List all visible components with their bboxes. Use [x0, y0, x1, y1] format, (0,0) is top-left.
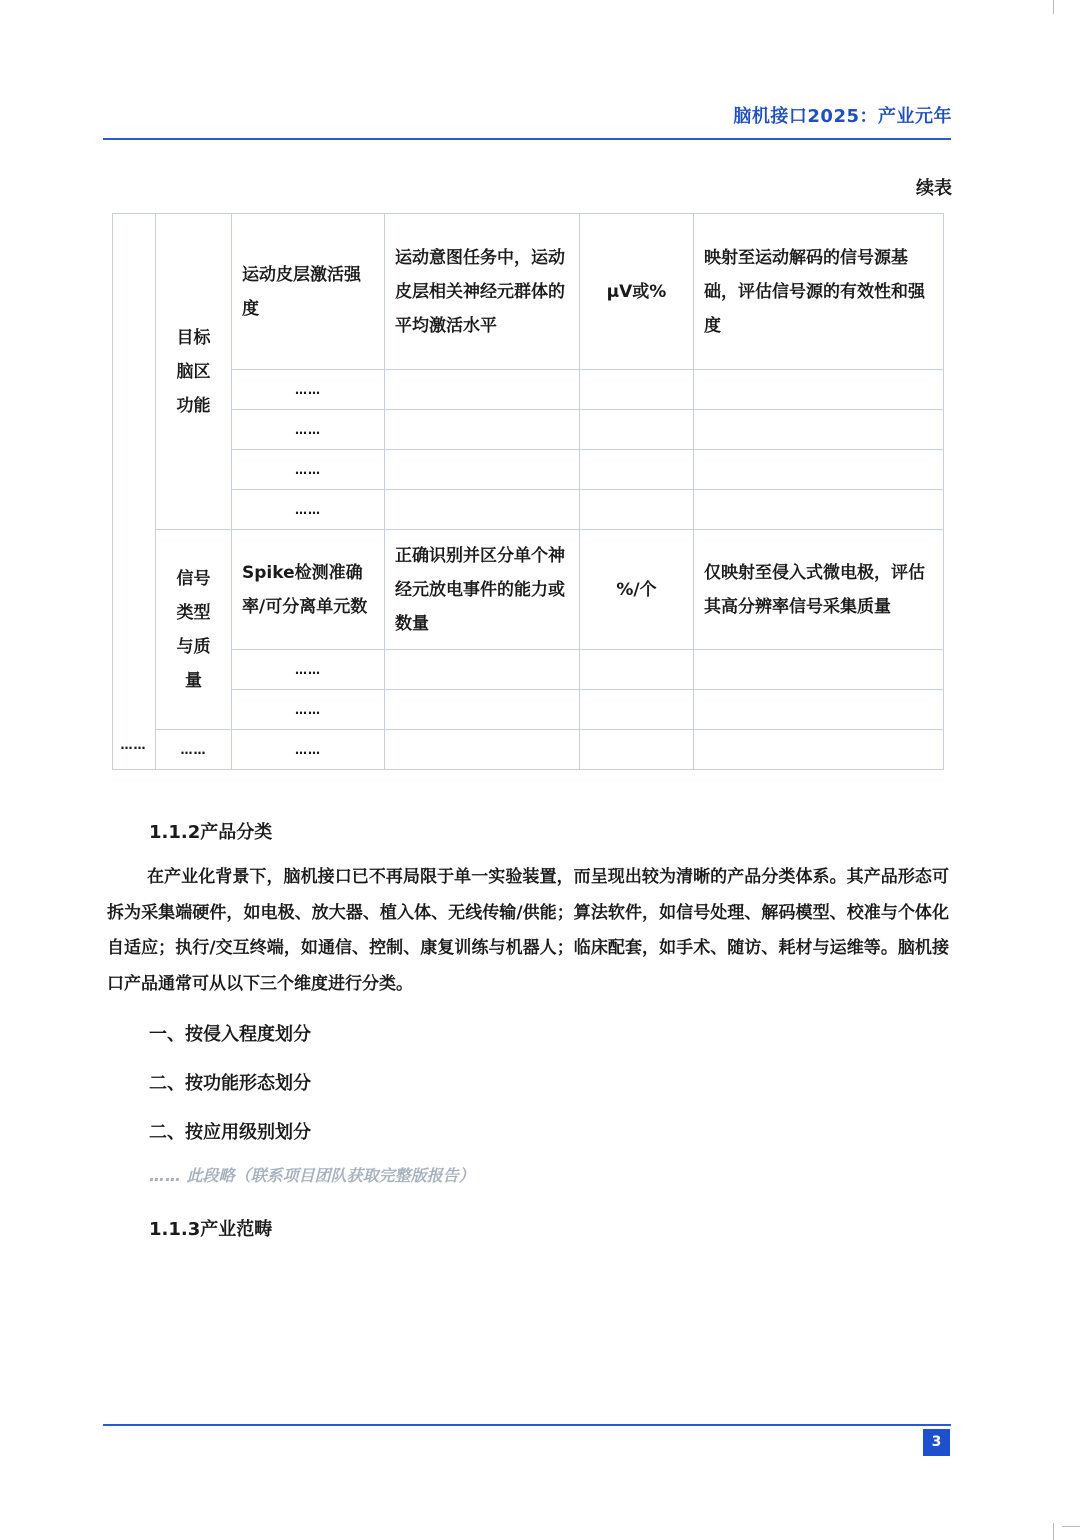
- table-cell-empty: [580, 730, 694, 770]
- table-cell-empty: [694, 650, 944, 690]
- table-cell-empty: [385, 370, 580, 410]
- header-rule: [103, 138, 951, 140]
- table-cell-empty: [694, 490, 944, 530]
- dimension-target-brain-function: [156, 214, 232, 530]
- note-spike-detection: 仅映射至侵入式微电极，评估其高分辨率信号采集质量: [694, 530, 944, 650]
- table-caption: 续表: [916, 178, 952, 199]
- placeholder-dots: ……: [232, 730, 385, 770]
- metrics-table: [112, 213, 944, 770]
- placeholder-dots: ……: [156, 730, 232, 770]
- table-cell-empty: [385, 410, 580, 450]
- placeholder-dots-first-col: ……: [120, 738, 147, 752]
- table-cell-empty: [694, 450, 944, 490]
- table-cell-empty: [580, 370, 694, 410]
- unit-spike-detection: %/个: [580, 530, 694, 650]
- table-cell-empty: [385, 730, 580, 770]
- table-cell-empty: [385, 690, 580, 730]
- section-heading-1-1-3: 1.1.3产业范畴: [149, 1219, 273, 1240]
- crop-mark-bottom-h: [1062, 1526, 1080, 1527]
- indicator-spike-detection: Spike检测准确率/可分离单元数: [232, 530, 385, 650]
- placeholder-dots: ……: [232, 490, 385, 530]
- section-heading-1-1-2: 1.1.2产品分类: [149, 822, 273, 843]
- table-cell-empty: [580, 410, 694, 450]
- indicator-cortex-activation: 运动皮层激活强度: [232, 214, 385, 370]
- table-cell-empty: [694, 730, 944, 770]
- note-cortex-activation: 映射至运动解码的信号源基础，评估信号源的有效性和强度: [694, 214, 944, 370]
- placeholder-dots: ……: [232, 370, 385, 410]
- table-cell-empty: [694, 690, 944, 730]
- footer-rule: [103, 1424, 951, 1426]
- table-cell-empty: [694, 370, 944, 410]
- table-cell-empty: [580, 490, 694, 530]
- placeholder-dots: ……: [232, 410, 385, 450]
- unit-cortex-activation: μV或%: [580, 214, 694, 370]
- dimension-target-label: 目标 脑区 功能: [176, 327, 211, 416]
- table-cell-empty: [385, 450, 580, 490]
- dimension-signal-label: 信号 类型 与质 量: [176, 568, 211, 691]
- table-cell-empty: [580, 650, 694, 690]
- table-cell-empty: [385, 490, 580, 530]
- table-cell-empty: [694, 410, 944, 450]
- page-number: 3: [923, 1429, 950, 1456]
- crop-mark-bottom: [1053, 1523, 1054, 1540]
- placeholder-dots: ……: [232, 650, 385, 690]
- omitted-note: …… 此段略（联系项目团队获取完整版报告）: [149, 1166, 475, 1185]
- placeholder-dots: ……: [232, 690, 385, 730]
- table-cell-empty: [580, 450, 694, 490]
- definition-spike-detection: 正确识别并区分单个神经元放电事件的能力或数量: [385, 530, 580, 650]
- section-paragraph: 在产业化背景下，脑机接口已不再局限于单一实验装置，而呈现出较为清晰的产品分类体系。其产品形态可拆为采集端硬件，如电极、放大器、植入体、无线传输/供能；算法软件，如信号处理、解码模型、校准与个体化自适应；执行/交互终端，如通信、控制、康复训练与机器人；临床配套，如手术、随访、耗材与运维等。脑机接口产品通常可从以下三个维度进行分类。: [107, 867, 949, 994]
- sub-heading-application-level: 二、按应用级别划分: [149, 1122, 311, 1143]
- table-cell-empty: [580, 690, 694, 730]
- crop-mark-top: [1053, 0, 1054, 14]
- sub-heading-invasiveness: 一、按侵入程度划分: [149, 1024, 311, 1045]
- table-cell-empty: [385, 650, 580, 690]
- definition-cortex-activation: 运动意图任务中，运动皮层相关神经元群体的平均激活水平: [385, 214, 580, 370]
- dimension-signal-type-quality: [156, 530, 232, 730]
- table-cell-empty-first: [113, 214, 156, 770]
- placeholder-dots: ……: [232, 450, 385, 490]
- sub-heading-function-form: 二、按功能形态划分: [149, 1073, 311, 1094]
- header-title: 脑机接口2025：产业元年: [733, 106, 952, 127]
